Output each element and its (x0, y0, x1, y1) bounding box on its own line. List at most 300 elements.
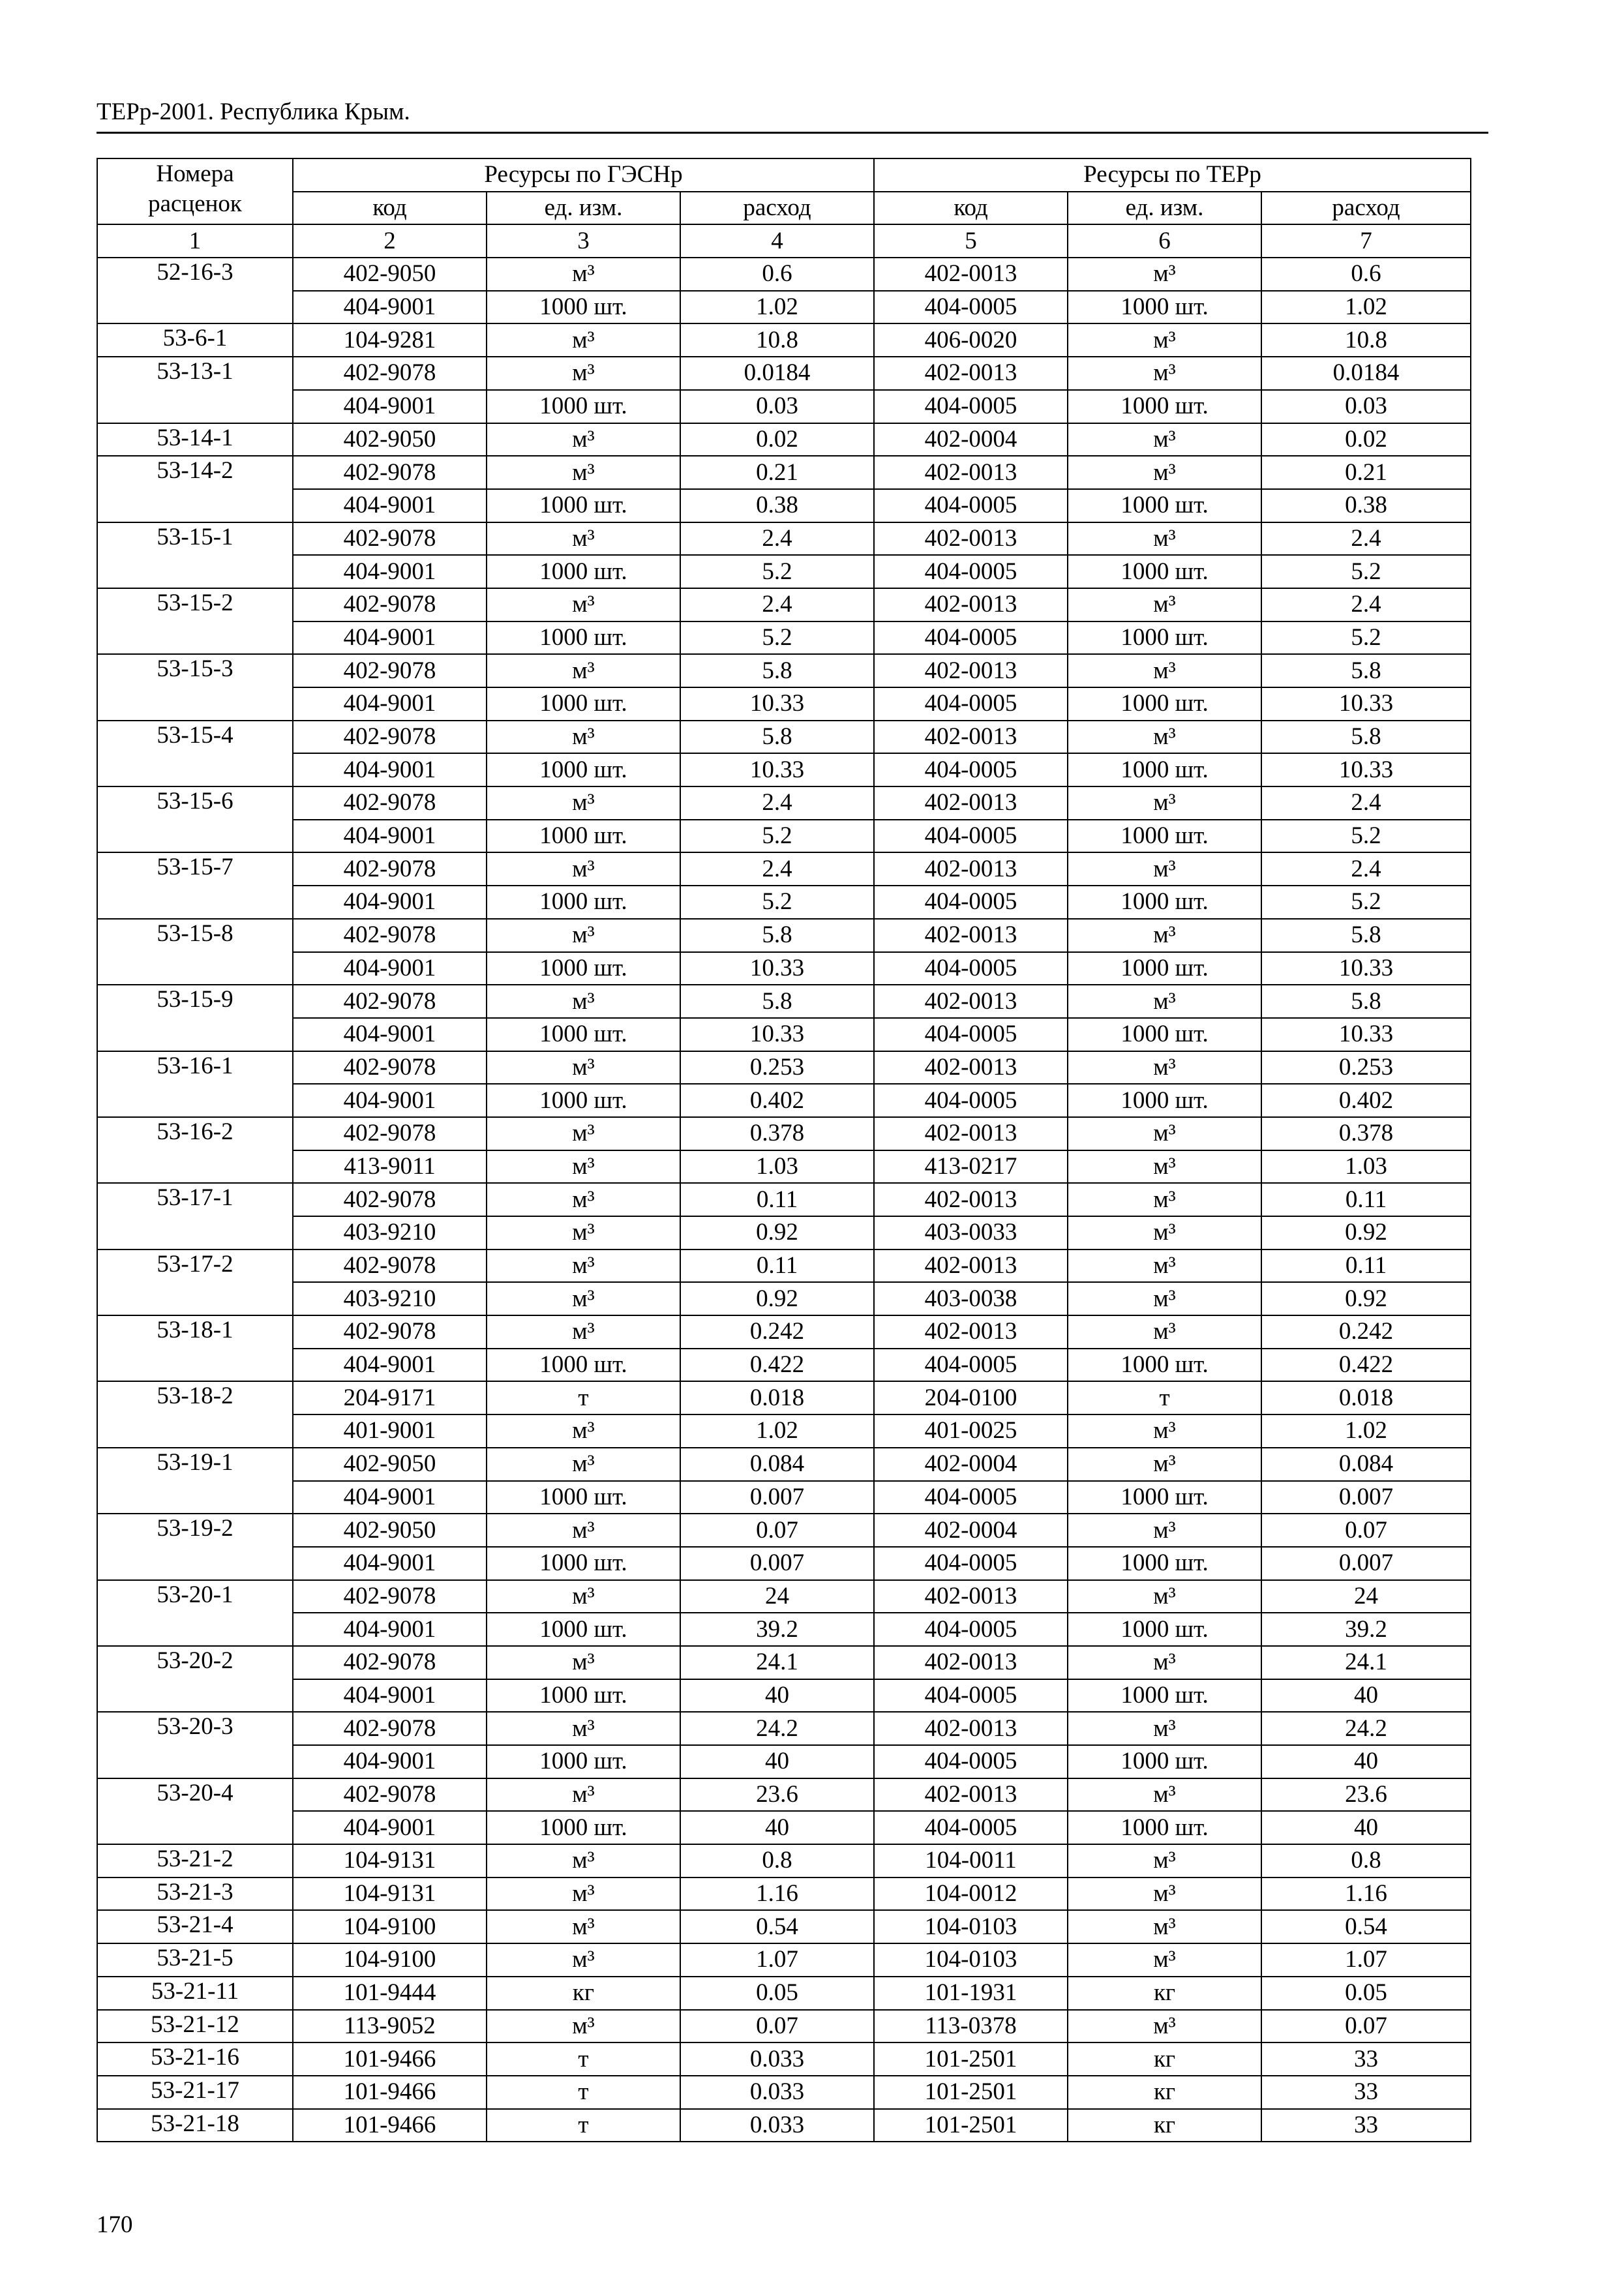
ter-unit-cell: 1000 шт. (1068, 1811, 1261, 1844)
table-row (97, 1514, 1471, 1547)
rate-number-cell: 53-20-1 (97, 1580, 293, 1646)
ter-code-cell: 406-0020 (874, 323, 1068, 357)
gesn-unit-cell: т (487, 2076, 680, 2109)
gesn-amount-cell: 40 (680, 1745, 874, 1778)
ter-amount-cell: 0.6 (1261, 258, 1471, 291)
ter-amount-cell: 5.2 (1261, 886, 1471, 919)
gesn-code-cell: 401-9001 (293, 1414, 487, 1448)
ter-code-cell: 404-0005 (874, 820, 1068, 853)
table-row (97, 390, 1471, 423)
gesn-code-cell: 101-9466 (293, 2042, 487, 2076)
ter-unit-cell: м³ (1068, 721, 1261, 754)
ter-amount-cell: 5.2 (1261, 555, 1471, 588)
gesn-code-cell: 402-9078 (293, 1183, 487, 1216)
table-row (97, 1910, 1471, 1943)
gesn-code-cell: 402-9078 (293, 654, 487, 687)
ter-code-cell: 404-0005 (874, 1613, 1068, 1646)
gesn-unit-cell: кг (487, 1977, 680, 2010)
ter-code-cell: 404-0005 (874, 1547, 1068, 1580)
ter-unit-cell: м³ (1068, 456, 1261, 489)
gesn-code-cell: 402-9078 (293, 1580, 487, 1613)
ter-amount-cell: 0.422 (1261, 1349, 1471, 1382)
gesn-unit-cell: 1000 шт. (487, 291, 680, 324)
ter-code-cell: 402-0013 (874, 786, 1068, 820)
gesn-code-cell: 403-9210 (293, 1282, 487, 1315)
gesn-amount-cell: 10.33 (680, 952, 874, 985)
table-column-number-row (97, 224, 1471, 258)
ter-code-cell: 402-0013 (874, 1249, 1068, 1283)
page-number: 170 (97, 2211, 133, 2238)
table-row (97, 258, 1471, 291)
gesn-unit-cell: м³ (487, 1315, 680, 1349)
gesn-code-cell: 404-9001 (293, 1018, 487, 1051)
ter-code-cell: 402-0013 (874, 1117, 1068, 1150)
ter-unit-cell: м³ (1068, 1844, 1261, 1878)
gesn-unit-cell: м³ (487, 721, 680, 754)
column-number: 7 (1261, 224, 1471, 258)
ter-amount-cell: 0.05 (1261, 1977, 1471, 2010)
gesn-unit-cell: м³ (487, 1051, 680, 1085)
table-row (97, 1018, 1471, 1051)
ter-code-cell: 402-0013 (874, 1580, 1068, 1613)
gesn-unit-cell: м³ (487, 522, 680, 556)
gesn-code-cell: 402-9078 (293, 721, 487, 754)
ter-unit-cell: 1000 шт. (1068, 555, 1261, 588)
resources-table (97, 158, 1471, 2142)
gesn-unit-cell: м³ (487, 2010, 680, 2043)
rate-number-cell: 53-21-5 (97, 1943, 293, 1977)
table-row (97, 2109, 1471, 2142)
table-row (97, 588, 1471, 621)
gesn-amount-cell: 1.07 (680, 1943, 874, 1977)
ter-unit-cell: м³ (1068, 357, 1261, 390)
gesn-code-cell: 402-9050 (293, 423, 487, 456)
gesn-amount-cell: 0.07 (680, 2010, 874, 2043)
ter-amount-cell: 0.92 (1261, 1282, 1471, 1315)
ter-code-cell: 404-0005 (874, 291, 1068, 324)
table-row (97, 2010, 1471, 2043)
ter-unit-cell: м³ (1068, 323, 1261, 357)
ter-amount-cell: 2.4 (1261, 852, 1471, 886)
table-row (97, 2042, 1471, 2076)
ter-unit-cell: 1000 шт. (1068, 687, 1261, 721)
gesn-unit-cell: 1000 шт. (487, 886, 680, 919)
ter-amount-cell: 0.21 (1261, 456, 1471, 489)
table-row (97, 2076, 1471, 2109)
gesn-code-cell: 104-9281 (293, 323, 487, 357)
ter-amount-cell: 0.07 (1261, 1514, 1471, 1547)
gesn-code-cell: 402-9078 (293, 1249, 487, 1283)
ter-amount-cell: 24 (1261, 1580, 1471, 1613)
ter-amount-cell: 1.07 (1261, 1943, 1471, 1977)
table-row (97, 489, 1471, 522)
table-row (97, 1117, 1471, 1150)
ter-code-cell: 404-0005 (874, 952, 1068, 985)
ter-code-cell: 402-0004 (874, 1514, 1068, 1547)
ter-code-cell: 104-0103 (874, 1910, 1068, 1943)
rate-number-cell: 53-6-1 (97, 323, 293, 357)
table-row (97, 1216, 1471, 1249)
ter-amount-cell: 33 (1261, 2076, 1471, 2109)
ter-amount-cell: 5.8 (1261, 654, 1471, 687)
ter-code-cell: 402-0013 (874, 985, 1068, 1018)
ter-code-cell: 404-0005 (874, 1481, 1068, 1514)
gesn-amount-cell: 24.2 (680, 1712, 874, 1745)
gesn-code-cell: 404-9001 (293, 489, 487, 522)
gesn-code-cell: 104-9131 (293, 1844, 487, 1878)
gesn-unit-cell: 1000 шт. (487, 753, 680, 786)
gesn-amount-cell: 0.92 (680, 1216, 874, 1249)
gesn-amount-cell: 24 (680, 1580, 874, 1613)
ter-unit-cell: м³ (1068, 1878, 1261, 1911)
rate-number-cell: 53-14-1 (97, 423, 293, 456)
rate-number-cell: 53-21-4 (97, 1910, 293, 1943)
gesn-amount-cell: 5.2 (680, 886, 874, 919)
ter-amount-cell: 0.018 (1261, 1381, 1471, 1414)
gesn-unit-cell: 1000 шт. (487, 621, 680, 655)
gesn-unit-cell: м³ (487, 1878, 680, 1911)
ter-code-cell: 404-0005 (874, 1745, 1068, 1778)
table-row (97, 1811, 1471, 1844)
gesn-code-cell: 402-9078 (293, 1778, 487, 1812)
gesn-code-cell: 402-9078 (293, 1712, 487, 1745)
ter-unit-cell: м³ (1068, 1448, 1261, 1481)
ter-amount-cell: 5.8 (1261, 985, 1471, 1018)
gesn-amount-cell: 0.02 (680, 423, 874, 456)
rate-number-cell: 53-20-4 (97, 1778, 293, 1844)
gesn-code-cell: 402-9050 (293, 1448, 487, 1481)
ter-code-cell: 402-0013 (874, 919, 1068, 952)
ter-amount-cell: 0.007 (1261, 1481, 1471, 1514)
gesn-amount-cell: 0.0184 (680, 357, 874, 390)
ter-unit-cell: м³ (1068, 1183, 1261, 1216)
table-row (97, 1613, 1471, 1646)
gesn-unit-cell: м³ (487, 357, 680, 390)
table-row (97, 1712, 1471, 1745)
column-number: 1 (97, 224, 293, 258)
gesn-amount-cell: 0.21 (680, 456, 874, 489)
ter-unit-cell: м³ (1068, 1943, 1261, 1977)
gesn-amount-cell: 0.8 (680, 1844, 874, 1878)
ter-unit-cell: кг (1068, 2109, 1261, 2142)
ter-code-cell: 404-0005 (874, 390, 1068, 423)
ter-amount-cell: 0.92 (1261, 1216, 1471, 1249)
ter-amount-cell: 39.2 (1261, 1613, 1471, 1646)
ter-unit-cell: м³ (1068, 1051, 1261, 1085)
column-number: 3 (487, 224, 680, 258)
gesn-code-cell: 204-9171 (293, 1381, 487, 1414)
ter-code-cell: 402-0004 (874, 423, 1068, 456)
gesn-code-cell: 404-9001 (293, 687, 487, 721)
ter-unit-cell: 1000 шт. (1068, 1745, 1261, 1778)
ter-code-cell: 404-0005 (874, 1679, 1068, 1713)
gesn-unit-cell: м³ (487, 323, 680, 357)
gesn-amount-cell: 2.4 (680, 786, 874, 820)
ter-unit-cell: м³ (1068, 1910, 1261, 1943)
table-row (97, 1943, 1471, 1977)
table-row (97, 1448, 1471, 1481)
rate-number-cell: 53-17-1 (97, 1183, 293, 1249)
ter-code-cell: 401-0025 (874, 1414, 1068, 1448)
column-number: 5 (874, 224, 1068, 258)
gesn-amount-cell: 0.253 (680, 1051, 874, 1085)
ter-unit-cell: 1000 шт. (1068, 1018, 1261, 1051)
gesn-amount-cell: 5.8 (680, 985, 874, 1018)
gesn-unit-cell: м³ (487, 1282, 680, 1315)
table-row (97, 291, 1471, 324)
gesn-code-cell: 404-9001 (293, 886, 487, 919)
gesn-unit-cell: м³ (487, 1216, 680, 1249)
ter-code-cell: 404-0005 (874, 687, 1068, 721)
ter-unit-cell: кг (1068, 2042, 1261, 2076)
ter-code-cell: 101-1931 (874, 1977, 1068, 2010)
table-row (97, 1315, 1471, 1349)
table-row (97, 1349, 1471, 1382)
gesn-code-cell: 402-9078 (293, 357, 487, 390)
ter-unit-cell: м³ (1068, 2010, 1261, 2043)
subheader-ter-unit: ед. изм. (1068, 192, 1261, 225)
gesn-unit-cell: м³ (487, 1117, 680, 1150)
gesn-amount-cell: 5.8 (680, 919, 874, 952)
ter-amount-cell: 0.54 (1261, 1910, 1471, 1943)
ter-unit-cell: 1000 шт. (1068, 1679, 1261, 1713)
ter-unit-cell: м³ (1068, 1216, 1261, 1249)
ter-unit-cell: м³ (1068, 1282, 1261, 1315)
table-row (97, 1646, 1471, 1679)
gesn-amount-cell: 39.2 (680, 1613, 874, 1646)
gesn-code-cell: 104-9100 (293, 1910, 487, 1943)
ter-unit-cell: м³ (1068, 1315, 1261, 1349)
ter-code-cell: 413-0217 (874, 1150, 1068, 1184)
rate-number-cell: 53-15-7 (97, 852, 293, 918)
gesn-amount-cell: 2.4 (680, 852, 874, 886)
gesn-amount-cell: 0.033 (680, 2042, 874, 2076)
gesn-code-cell: 404-9001 (293, 1613, 487, 1646)
gesn-amount-cell: 0.402 (680, 1084, 874, 1117)
rate-number-cell: 52-16-3 (97, 258, 293, 323)
ter-code-cell: 404-0005 (874, 621, 1068, 655)
rate-number-cell: 53-15-3 (97, 654, 293, 720)
ter-code-cell: 402-0013 (874, 1778, 1068, 1812)
ter-unit-cell: т (1068, 1381, 1261, 1414)
ter-code-cell: 404-0005 (874, 555, 1068, 588)
gesn-code-cell: 104-9131 (293, 1878, 487, 1911)
gesn-code-cell: 402-9078 (293, 852, 487, 886)
ter-amount-cell: 33 (1261, 2042, 1471, 2076)
table-row (97, 1481, 1471, 1514)
gesn-amount-cell: 0.033 (680, 2076, 874, 2109)
gesn-amount-cell: 0.084 (680, 1448, 874, 1481)
table-row (97, 886, 1471, 919)
gesn-amount-cell: 0.07 (680, 1514, 874, 1547)
ter-amount-cell: 23.6 (1261, 1778, 1471, 1812)
ter-code-cell: 404-0005 (874, 753, 1068, 786)
ter-unit-cell: м³ (1068, 1117, 1261, 1150)
gesn-unit-cell: м³ (487, 1646, 680, 1679)
table-row (97, 919, 1471, 952)
gesn-code-cell: 404-9001 (293, 1811, 487, 1844)
gesn-unit-cell: м³ (487, 258, 680, 291)
ter-code-cell: 101-2501 (874, 2109, 1068, 2142)
rate-number-cell: 53-15-6 (97, 786, 293, 852)
rate-number-cell: 53-15-4 (97, 721, 293, 786)
gesn-code-cell: 402-9078 (293, 985, 487, 1018)
rate-number-cell: 53-20-3 (97, 1712, 293, 1778)
ter-amount-cell: 0.084 (1261, 1448, 1471, 1481)
ter-unit-cell: м³ (1068, 588, 1261, 621)
table-row (97, 423, 1471, 456)
gesn-amount-cell: 40 (680, 1679, 874, 1713)
gesn-amount-cell: 10.33 (680, 1018, 874, 1051)
ter-unit-cell: м³ (1068, 1249, 1261, 1283)
rate-number-cell: 53-20-2 (97, 1646, 293, 1712)
gesn-code-cell: 404-9001 (293, 1547, 487, 1580)
page-header-title: ТЕРр-2001. Республика Крым. (97, 98, 410, 125)
rate-number-cell: 53-14-2 (97, 456, 293, 522)
rate-number-cell: 53-18-2 (97, 1381, 293, 1447)
ter-amount-cell: 0.11 (1261, 1249, 1471, 1283)
ter-amount-cell: 5.2 (1261, 820, 1471, 853)
ter-amount-cell: 10.33 (1261, 687, 1471, 721)
table-row (97, 1679, 1471, 1713)
table-row (97, 1084, 1471, 1117)
ter-amount-cell: 24.2 (1261, 1712, 1471, 1745)
gesn-code-cell: 404-9001 (293, 1349, 487, 1382)
gesn-amount-cell: 23.6 (680, 1778, 874, 1812)
ter-amount-cell: 10.33 (1261, 753, 1471, 786)
rate-number-cell: 53-15-8 (97, 919, 293, 985)
gesn-code-cell: 404-9001 (293, 1745, 487, 1778)
table-row (97, 1150, 1471, 1184)
ter-code-cell: 402-0013 (874, 852, 1068, 886)
gesn-amount-cell: 0.05 (680, 1977, 874, 2010)
ter-amount-cell: 0.242 (1261, 1315, 1471, 1349)
ter-amount-cell: 0.402 (1261, 1084, 1471, 1117)
gesn-code-cell: 402-9078 (293, 522, 487, 556)
table-row (97, 1878, 1471, 1911)
gesn-unit-cell: м³ (487, 786, 680, 820)
ter-unit-cell: м³ (1068, 654, 1261, 687)
column-number: 4 (680, 224, 874, 258)
ter-amount-cell: 5.8 (1261, 721, 1471, 754)
gesn-amount-cell: 1.02 (680, 291, 874, 324)
gesn-amount-cell: 2.4 (680, 522, 874, 556)
ter-unit-cell: м³ (1068, 985, 1261, 1018)
subheader-ter-code: код (874, 192, 1068, 225)
gesn-code-cell: 101-9466 (293, 2076, 487, 2109)
table-row (97, 1414, 1471, 1448)
table-row (97, 456, 1471, 489)
gesn-unit-cell: 1000 шт. (487, 489, 680, 522)
subheader-gesn-code: код (293, 192, 487, 225)
ter-unit-cell: м³ (1068, 786, 1261, 820)
ter-code-cell: 402-0013 (874, 1051, 1068, 1085)
ter-amount-cell: 0.07 (1261, 2010, 1471, 2043)
gesn-amount-cell: 0.38 (680, 489, 874, 522)
ter-unit-cell: 1000 шт. (1068, 1084, 1261, 1117)
ter-code-cell: 404-0005 (874, 1811, 1068, 1844)
ter-unit-cell: м³ (1068, 522, 1261, 556)
gesn-unit-cell: м³ (487, 1514, 680, 1547)
ter-amount-cell: 10.33 (1261, 1018, 1471, 1051)
ter-code-cell: 402-0013 (874, 1712, 1068, 1745)
gesn-unit-cell: 1000 шт. (487, 1084, 680, 1117)
ter-amount-cell: 0.0184 (1261, 357, 1471, 390)
gesn-unit-cell: 1000 шт. (487, 1349, 680, 1382)
gesn-amount-cell: 0.033 (680, 2109, 874, 2142)
ter-code-cell: 402-0013 (874, 721, 1068, 754)
ter-unit-cell: м³ (1068, 1778, 1261, 1812)
ter-code-cell: 402-0013 (874, 654, 1068, 687)
ter-amount-cell: 0.11 (1261, 1183, 1471, 1216)
ter-amount-cell: 2.4 (1261, 588, 1471, 621)
gesn-amount-cell: 0.11 (680, 1183, 874, 1216)
ter-unit-cell: 1000 шт. (1068, 489, 1261, 522)
ter-unit-cell: м³ (1068, 1646, 1261, 1679)
gesn-unit-cell: м³ (487, 1448, 680, 1481)
table-row (97, 555, 1471, 588)
gesn-code-cell: 402-9078 (293, 1646, 487, 1679)
gesn-unit-cell: м³ (487, 852, 680, 886)
ter-amount-cell: 0.378 (1261, 1117, 1471, 1150)
header-rule (97, 132, 1488, 134)
ter-unit-cell: 1000 шт. (1068, 621, 1261, 655)
ter-unit-cell: 1000 шт. (1068, 390, 1261, 423)
gesn-unit-cell: 1000 шт. (487, 1679, 680, 1713)
gesn-code-cell: 413-9011 (293, 1150, 487, 1184)
ter-unit-cell: 1000 шт. (1068, 1547, 1261, 1580)
ter-unit-cell: 1000 шт. (1068, 1613, 1261, 1646)
table-row (97, 820, 1471, 853)
table-row (97, 852, 1471, 886)
gesn-amount-cell: 5.2 (680, 555, 874, 588)
ter-amount-cell: 40 (1261, 1679, 1471, 1713)
ter-unit-cell: м³ (1068, 852, 1261, 886)
gesn-code-cell: 113-9052 (293, 2010, 487, 2043)
gesn-unit-cell: м³ (487, 985, 680, 1018)
rate-number-cell: 53-18-1 (97, 1315, 293, 1381)
rate-number-cell: 53-15-2 (97, 588, 293, 654)
header-numbers: Номера расценок (97, 158, 293, 224)
table-row (97, 1183, 1471, 1216)
ter-code-cell: 403-0033 (874, 1216, 1068, 1249)
table-group-header-row (97, 158, 1471, 192)
ter-code-cell: 402-0013 (874, 1646, 1068, 1679)
table-row (97, 1547, 1471, 1580)
ter-code-cell: 402-0004 (874, 1448, 1068, 1481)
gesn-amount-cell: 0.242 (680, 1315, 874, 1349)
ter-unit-cell: м³ (1068, 1514, 1261, 1547)
gesn-amount-cell: 5.8 (680, 654, 874, 687)
ter-code-cell: 113-0378 (874, 2010, 1068, 2043)
gesn-unit-cell: м³ (487, 456, 680, 489)
gesn-amount-cell: 1.03 (680, 1150, 874, 1184)
ter-code-cell: 404-0005 (874, 489, 1068, 522)
ter-amount-cell: 40 (1261, 1745, 1471, 1778)
ter-code-cell: 402-0013 (874, 522, 1068, 556)
ter-unit-cell: м³ (1068, 1150, 1261, 1184)
table-row (97, 687, 1471, 721)
ter-unit-cell: м³ (1068, 919, 1261, 952)
gesn-unit-cell: т (487, 2109, 680, 2142)
table-row (97, 1745, 1471, 1778)
gesn-code-cell: 404-9001 (293, 291, 487, 324)
table-row (97, 721, 1471, 754)
ter-code-cell: 403-0038 (874, 1282, 1068, 1315)
gesn-unit-cell: 1000 шт. (487, 952, 680, 985)
ter-amount-cell: 0.38 (1261, 489, 1471, 522)
table-row (97, 1580, 1471, 1613)
